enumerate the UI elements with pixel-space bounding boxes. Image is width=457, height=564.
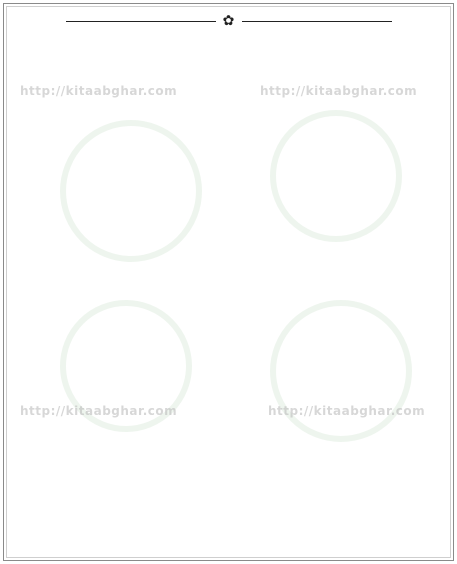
- page-body: [10, 8, 447, 556]
- watermark-url: http://kitaabghar.com: [268, 404, 426, 418]
- section-divider: [10, 8, 447, 34]
- divider-line: [242, 21, 392, 22]
- watermark-url: http://kitaabghar.com: [20, 404, 178, 418]
- watermark-url: http://kitaabghar.com: [20, 84, 178, 98]
- divider-line: [66, 21, 216, 22]
- flower-ornament-icon: ✿: [222, 13, 235, 29]
- watermark-url: http://kitaabghar.com: [260, 84, 418, 98]
